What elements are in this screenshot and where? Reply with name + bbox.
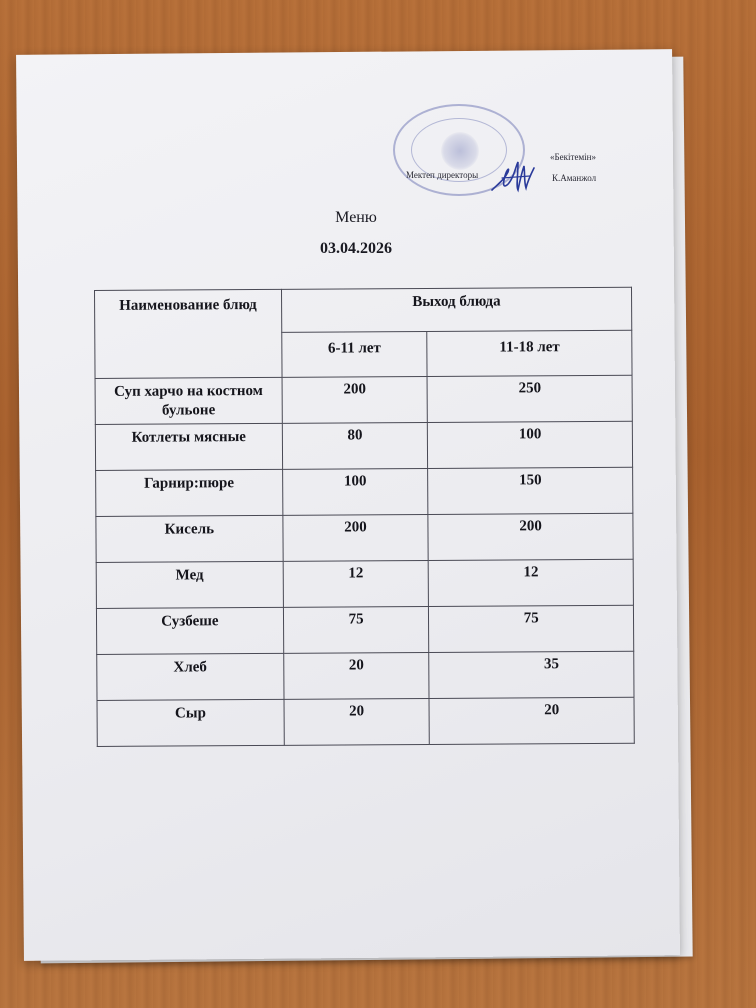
dish-name: Мед (96, 561, 283, 608)
yield-11-18: 250 (427, 375, 632, 422)
director-name: К.Аманжол (552, 173, 597, 183)
yield-11-18: 150 (428, 467, 633, 514)
table-header-row (95, 287, 632, 333)
table-row (96, 467, 633, 516)
menu-table (94, 287, 635, 747)
header-dish-name: Наименование блюд (95, 289, 282, 378)
dish-name: Кисель (96, 515, 283, 562)
yield-6-11: 75 (283, 606, 429, 653)
dish-name: Котлеты мясные (95, 423, 282, 470)
table-row (96, 605, 633, 654)
yield-11-18: 20 (429, 697, 634, 744)
yield-6-11: 20 (284, 698, 430, 745)
yield-6-11: 20 (283, 652, 429, 699)
dish-name: Гарнир:пюре (96, 469, 283, 516)
yield-11-18: 12 (429, 559, 634, 606)
yield-6-11: 80 (282, 422, 428, 469)
header-yield: Выход блюда (281, 287, 632, 332)
dish-name: Сыр (97, 699, 284, 746)
yield-11-18: 100 (428, 421, 633, 468)
yield-11-18: 200 (428, 513, 633, 560)
director-label: Мектеп директоры (406, 170, 479, 180)
menu-date: 03.04.2026 (320, 240, 392, 257)
approve-label: «Бекітемін» (550, 152, 596, 162)
yield-11-18: 35 (429, 651, 634, 698)
table-row (97, 651, 634, 700)
table-row (97, 697, 634, 746)
table-row (96, 559, 633, 608)
director-signature (488, 150, 538, 202)
header-age-6-11: 6-11 лет (282, 331, 428, 377)
dish-name: Суп харчо на костном бульоне (95, 377, 282, 424)
yield-11-18: 75 (429, 605, 634, 652)
dish-name: Хлеб (97, 653, 284, 700)
table-row (95, 421, 632, 470)
page-title: Меню (335, 209, 377, 226)
table-row (96, 513, 633, 562)
yield-6-11: 12 (283, 560, 429, 607)
dish-name: Сузбеше (96, 607, 283, 654)
seal-emblem (441, 132, 479, 170)
yield-6-11: 200 (283, 514, 429, 561)
header-age-11-18: 11-18 лет (427, 330, 632, 376)
yield-6-11: 100 (282, 468, 428, 515)
table-row (95, 375, 632, 424)
yield-6-11: 200 (282, 376, 428, 423)
